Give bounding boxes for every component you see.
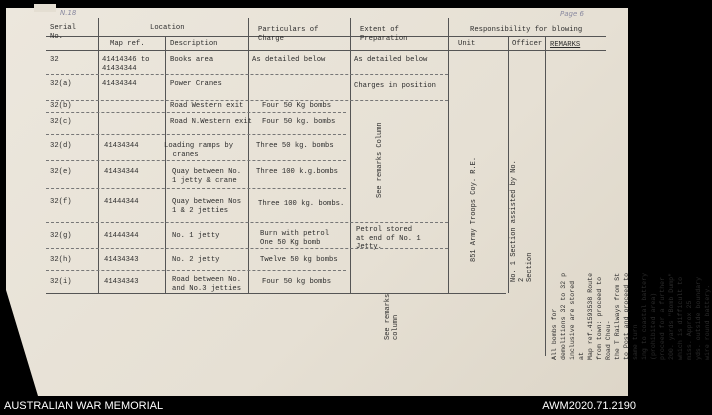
map-ref-cell: 41434344	[102, 80, 137, 88]
extent-cell: Charges in position	[354, 82, 436, 90]
serial-cell: 32(f)	[50, 198, 72, 206]
serial-cell: 32(e)	[50, 168, 72, 176]
charge-cell: Three 100 kg. bombs.	[258, 200, 345, 208]
header-officer: Officer	[512, 40, 543, 48]
remarks-vertical: All bombs for demolitions 32 to 32 p inclusive are stored at Map ref.41593538 Route from town: proceed to Road Cheu- the T Railways from St to Post and proceed to same turn ing to coastal battery (prohibited area) proceed for a further 200. yards "Bomb Dump" which is difficult to miss. Approx 25 yds. outside boundary wire round battery.	[551, 272, 711, 360]
serial-cell: 32	[50, 56, 59, 64]
charge-cell: Three 50 kg. bombs	[256, 142, 334, 150]
col-rule-7	[545, 36, 546, 356]
row-rule	[46, 74, 448, 75]
map-ref-cell: 41434343	[104, 256, 139, 264]
header-location: Location	[150, 24, 185, 32]
description-cell: Quay between No. 1 jetty & crane	[172, 168, 242, 185]
header-remarks: REMARKS	[550, 41, 581, 49]
col-rule-4	[350, 18, 351, 293]
charge-cell: Twelve 50 kg bombs	[260, 256, 338, 264]
description-cell: Books area	[170, 56, 214, 64]
row-rule	[46, 112, 346, 113]
serial-cell: 32(g)	[50, 232, 72, 240]
header-extent: Extent of Preparation	[360, 26, 408, 43]
description-cell: Loading ramps by cranes	[164, 142, 234, 159]
charge-cell: Four 50 kg bombs	[262, 278, 332, 286]
extent-cell: As detailed below	[354, 56, 428, 64]
col-rule-1	[98, 18, 99, 293]
col-rule-6	[508, 36, 509, 293]
description-cell: Road between No. and No.3 jetties	[172, 276, 242, 293]
unit-vertical: 851 Army Troops Coy. R.E.	[470, 156, 478, 262]
map-ref-cell: 41434344	[104, 168, 139, 176]
map-ref-cell: 41444344	[104, 198, 139, 206]
map-ref-cell: 41434344	[104, 142, 139, 150]
serial-cell: 32(b)	[50, 102, 72, 110]
table-bottom-rule	[46, 293, 506, 294]
extent-cell: Petrol stored at end of No. 1 Jetty.	[356, 226, 421, 252]
header-map-ref: Map ref.	[110, 40, 145, 48]
serial-cell: 32(a)	[50, 80, 72, 88]
see-remarks-vertical-1: See remarks Column	[376, 122, 384, 198]
header-particulars: Particulars of Charge	[258, 26, 319, 43]
map-ref-cell: 41414346 to 41434344	[102, 56, 150, 73]
serial-cell: 32(h)	[50, 256, 72, 264]
charge-cell: Burn with petrol One 50 Kg bomb	[260, 230, 330, 247]
description-cell: Road Western exit	[170, 102, 244, 110]
header-unit: Unit	[458, 40, 476, 48]
row-rule	[46, 222, 448, 223]
header-responsibility: Responsibility for blowing	[470, 26, 583, 34]
archive-footer	[0, 397, 640, 415]
row-rule	[46, 160, 346, 161]
serial-cell: 32(i)	[50, 278, 72, 286]
header-rule-bottom	[46, 50, 606, 51]
torn-corner	[6, 290, 38, 396]
archive-name: AUSTRALIAN WAR MEMORIAL	[4, 400, 164, 412]
charge-cell: Four 50 kg. bombs	[262, 118, 336, 126]
header-rule	[46, 36, 606, 37]
pencil-note-right: Page 6	[560, 10, 584, 18]
col-rule-3	[248, 18, 249, 293]
description-cell: Power Cranes	[170, 80, 222, 88]
header-description: Description	[170, 40, 218, 48]
map-ref-cell: 41434343	[104, 278, 139, 286]
map-ref-cell: 41444344	[104, 232, 139, 240]
row-rule	[46, 134, 346, 135]
charge-cell: As detailed below	[252, 56, 326, 64]
see-remarks-vertical-2: See remarks column	[384, 293, 401, 340]
paper-tab	[34, 4, 56, 12]
charge-cell: Three 100 k.g.bombs	[256, 168, 338, 176]
pencil-note-left: N.18	[60, 9, 77, 17]
serial-cell: 32(c)	[50, 118, 72, 126]
row-rule	[46, 270, 346, 271]
description-cell: Road N.Western exit	[170, 118, 252, 126]
charge-cell: Four 50 Kg bombs	[262, 102, 332, 110]
description-cell: Quay between Nos 1 & 2 jetties	[172, 198, 242, 215]
archive-id: AWM2020.71.2190	[542, 400, 636, 412]
serial-cell: 32(d)	[50, 142, 72, 150]
officer-vertical: No. 1 Section assisted by No. 2 Section	[510, 160, 535, 282]
header-serial: Serial No.	[50, 24, 76, 41]
col-rule-5	[448, 18, 449, 293]
description-cell: No. 2 jetty	[172, 256, 220, 264]
row-rule	[46, 100, 448, 101]
description-cell: No. 1 jetty	[172, 232, 220, 240]
row-rule	[46, 188, 346, 189]
